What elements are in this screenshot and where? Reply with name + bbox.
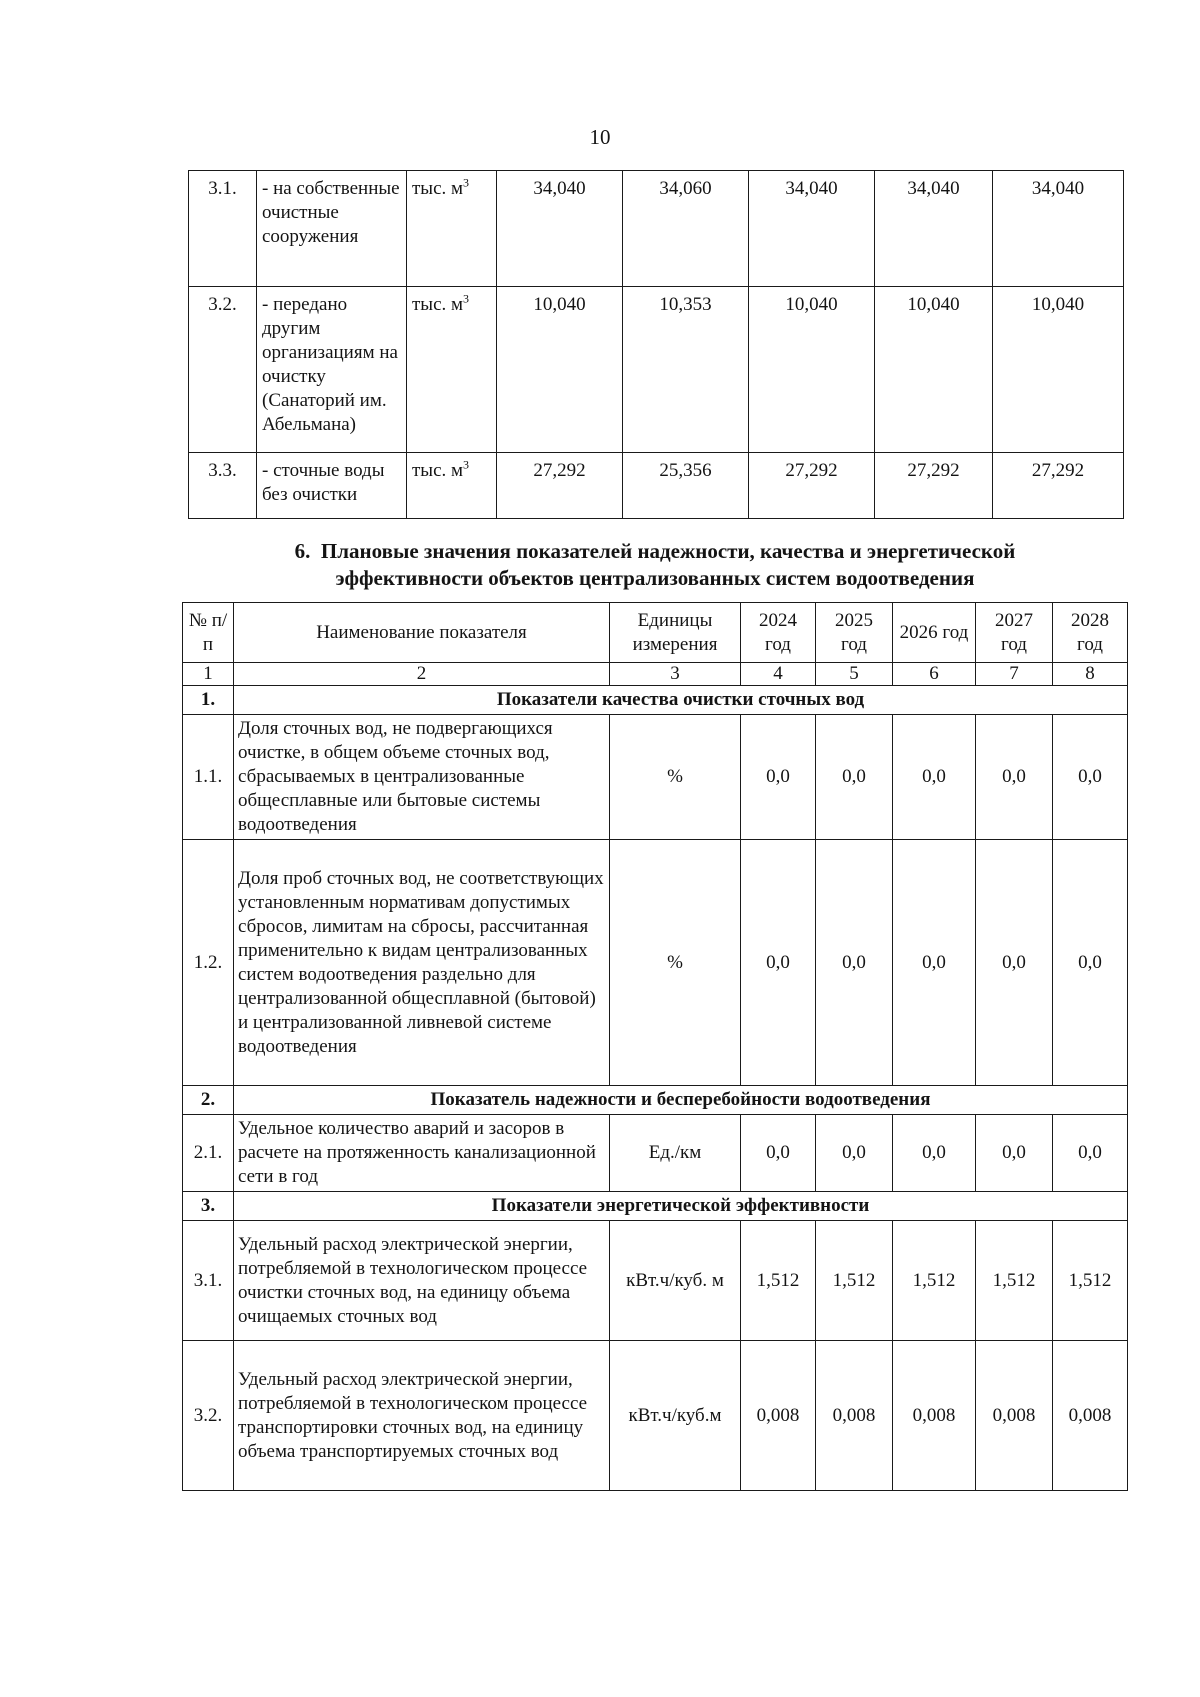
indicator-value: 0,0 xyxy=(741,840,816,1086)
value-cell: 27,292 xyxy=(875,453,993,519)
header-year: 2027 год xyxy=(976,603,1053,663)
indicator-value: 1,512 xyxy=(741,1221,816,1341)
value-cell: 34,060 xyxy=(623,171,749,287)
column-number: 7 xyxy=(976,663,1053,686)
table-row xyxy=(189,171,1124,287)
indicator-value: 0,0 xyxy=(1053,715,1128,840)
indicator-row xyxy=(183,1341,1128,1491)
indicator-value: 0,008 xyxy=(816,1341,893,1491)
row-unit xyxy=(407,453,497,519)
header-row xyxy=(183,603,1128,663)
value-cell: 27,292 xyxy=(497,453,623,519)
indicator-unit: Ед./км xyxy=(610,1115,741,1192)
section-row xyxy=(183,1192,1128,1221)
section-title-line-2: эффективности объектов централизованных систем водоотведения xyxy=(335,566,975,590)
indicator-value: 0,0 xyxy=(893,1115,976,1192)
column-number: 5 xyxy=(816,663,893,686)
section-row xyxy=(183,1086,1128,1115)
row-number: 3.3. xyxy=(189,453,257,519)
indicator-value: 0,0 xyxy=(816,1115,893,1192)
value-cell: 10,353 xyxy=(623,287,749,453)
indicator-value: 0,0 xyxy=(816,715,893,840)
indicator-number: 3.1. xyxy=(183,1221,234,1341)
unit-text: тыс. м xyxy=(412,178,464,199)
indicator-value: 1,512 xyxy=(816,1221,893,1341)
indicator-row xyxy=(183,1115,1128,1192)
indicator-value: 0,0 xyxy=(976,715,1053,840)
indicator-unit: % xyxy=(610,840,741,1086)
indicator-value: 0,0 xyxy=(741,715,816,840)
indicator-value: 0,008 xyxy=(893,1341,976,1491)
indicator-name: Доля проб сточных вод, не соответствующих установленным нормативам допустимых сбросов, лимитам на сбросы, рассчитанная применительно к видам централизованных систем водоотведения раздельно для централизованной общесплавной (бытовой) и централизованной ливневой системе водоотведения xyxy=(234,840,610,1086)
indicator-value: 0,008 xyxy=(976,1341,1053,1491)
header-year: 2028 год xyxy=(1053,603,1128,663)
row-number: 3.2. xyxy=(189,287,257,453)
column-number: 1 xyxy=(183,663,234,686)
indicator-value: 1,512 xyxy=(893,1221,976,1341)
row-name: - на собственные очистные сооружения xyxy=(257,171,407,287)
header-num: № п/п xyxy=(183,603,234,663)
header-unit: Единицы измерения xyxy=(610,603,741,663)
indicator-name: Удельное количество аварий и засоров в расчете на протяженность канализационной сети в год xyxy=(234,1115,610,1192)
value-cell: 25,356 xyxy=(623,453,749,519)
value-cell: 10,040 xyxy=(749,287,875,453)
section-heading: Показатели энергетической эффективности xyxy=(234,1192,1128,1221)
indicator-name: Удельный расход электрической энергии, потребляемой в технологическом процессе очистки сточных вод, на единицу объема очищаемых сточных вод xyxy=(234,1221,610,1341)
unit-superscript: 3 xyxy=(463,175,470,190)
indicators-table xyxy=(182,602,1128,1491)
column-number: 6 xyxy=(893,663,976,686)
indicator-unit: кВт.ч/куб.м xyxy=(610,1341,741,1491)
indicator-name: Доля сточных вод, не подвергающихся очистке, в общем объеме сточных вод, сбрасываемых в централизованные общесплавные или бытовые системы водоотведения xyxy=(234,715,610,840)
indicator-number: 2.1. xyxy=(183,1115,234,1192)
indicator-value: 1,512 xyxy=(976,1221,1053,1341)
table-row xyxy=(189,453,1124,519)
row-unit xyxy=(407,287,497,453)
section-heading: Показатель надежности и бесперебойности водоотведения xyxy=(234,1086,1128,1115)
header-year: 2026 год xyxy=(893,603,976,663)
indicator-value: 0,0 xyxy=(816,840,893,1086)
indicator-value: 0,0 xyxy=(741,1115,816,1192)
table-row xyxy=(189,287,1124,453)
value-cell: 34,040 xyxy=(875,171,993,287)
column-number: 2 xyxy=(234,663,610,686)
value-cell: 10,040 xyxy=(875,287,993,453)
unit-superscript: 3 xyxy=(463,291,470,306)
section-number: 3. xyxy=(183,1192,234,1221)
indicator-row xyxy=(183,1221,1128,1341)
section-number: 1. xyxy=(183,686,234,715)
section-title-line-1: Плановые значения показателей надежности, качества и энергетической xyxy=(320,539,1016,563)
unit-superscript: 3 xyxy=(463,457,470,472)
column-number: 4 xyxy=(741,663,816,686)
indicator-value: 0,008 xyxy=(1053,1341,1128,1491)
indicator-value: 0,0 xyxy=(976,1115,1053,1192)
value-cell: 34,040 xyxy=(497,171,623,287)
value-cell: 10,040 xyxy=(993,287,1124,453)
indicator-number: 1.2. xyxy=(183,840,234,1086)
row-unit xyxy=(407,171,497,287)
section-heading: Показатели качества очистки сточных вод xyxy=(234,686,1128,715)
volume-table xyxy=(188,170,1124,519)
indicator-value: 0,0 xyxy=(1053,840,1128,1086)
indicator-value: 0,0 xyxy=(1053,1115,1128,1192)
row-number: 3.1. xyxy=(189,171,257,287)
header-year: 2025 год xyxy=(816,603,893,663)
column-number: 8 xyxy=(1053,663,1128,686)
section-title xyxy=(180,538,1130,592)
indicator-value: 1,512 xyxy=(1053,1221,1128,1341)
indicator-row xyxy=(183,715,1128,840)
header-name: Наименование показателя xyxy=(234,603,610,663)
section-row xyxy=(183,686,1128,715)
column-number-row xyxy=(183,663,1128,686)
indicator-number: 3.2. xyxy=(183,1341,234,1491)
section-number: 2. xyxy=(183,1086,234,1115)
unit-text: тыс. м xyxy=(412,460,464,481)
indicator-value: 0,0 xyxy=(893,840,976,1086)
indicator-unit: кВт.ч/куб. м xyxy=(610,1221,741,1341)
indicator-number: 1.1. xyxy=(183,715,234,840)
indicator-value: 0,0 xyxy=(893,715,976,840)
row-name: - сточные воды без очистки xyxy=(257,453,407,519)
row-name: - передано другим организациям на очистку (Санаторий им. Абельмана) xyxy=(257,287,407,453)
column-number: 3 xyxy=(610,663,741,686)
indicator-value: 0,0 xyxy=(976,840,1053,1086)
value-cell: 27,292 xyxy=(749,453,875,519)
section-number: 6. xyxy=(294,539,311,563)
value-cell: 27,292 xyxy=(993,453,1124,519)
value-cell: 34,040 xyxy=(749,171,875,287)
indicator-row xyxy=(183,840,1128,1086)
value-cell: 10,040 xyxy=(497,287,623,453)
indicator-name: Удельный расход электрической энергии, потребляемой в технологическом процессе транспортировки сточных вод, на единицу объема транспортируемых сточных вод xyxy=(234,1341,610,1491)
header-year: 2024 год xyxy=(741,603,816,663)
value-cell: 34,040 xyxy=(993,171,1124,287)
indicator-unit: % xyxy=(610,715,741,840)
indicator-value: 0,008 xyxy=(741,1341,816,1491)
page-number: 10 xyxy=(589,125,611,149)
unit-text: тыс. м xyxy=(412,294,464,315)
